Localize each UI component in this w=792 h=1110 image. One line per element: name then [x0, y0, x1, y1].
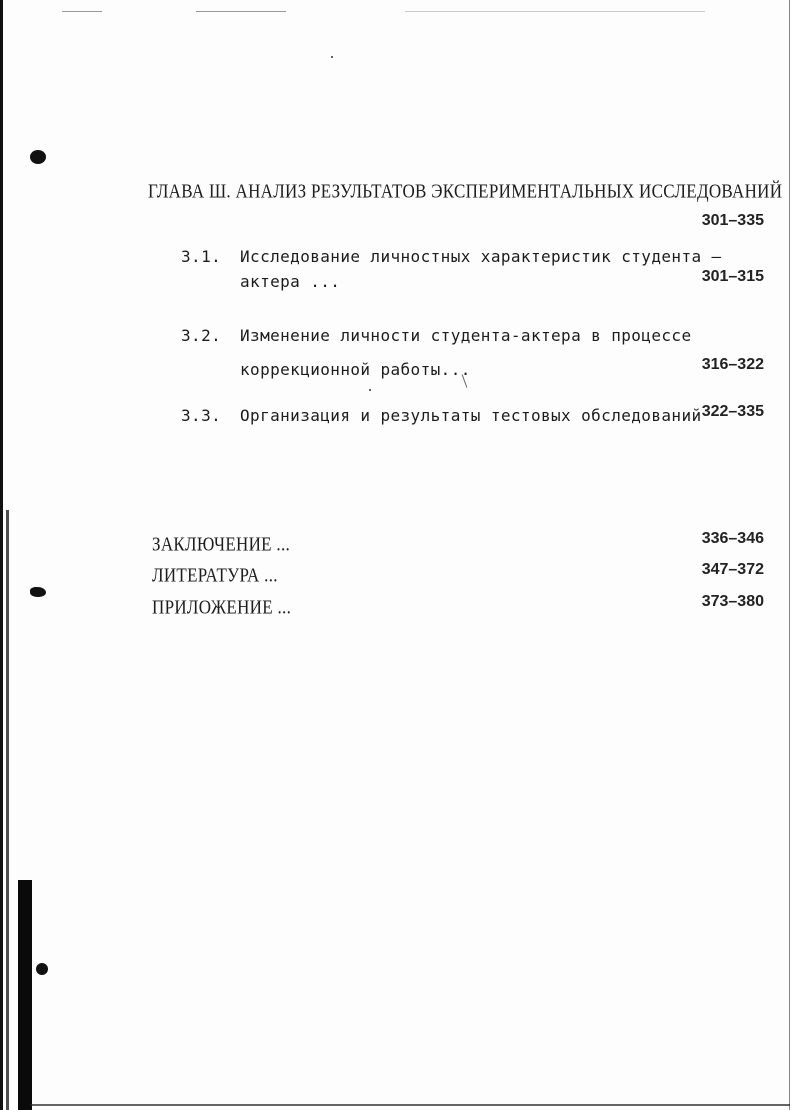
section-pages: 301–315 — [701, 268, 764, 285]
back-matter-pages: 347–372 — [701, 561, 764, 578]
scan-mark-top — [62, 11, 102, 12]
section-number: 3.2. — [181, 326, 222, 345]
scan-edge-left-dark — [18, 880, 32, 1110]
section-title-continued: актера ... — [240, 272, 341, 291]
chapter-pages: 301–335 — [701, 212, 764, 229]
back-matter-pages: 336–346 — [701, 530, 764, 547]
scan-edge-bottom — [30, 1104, 790, 1106]
section-pages: 322–335 — [701, 403, 764, 420]
section-title: Организация и результаты тестовых обследований — [240, 406, 702, 425]
ink-blot — [30, 150, 46, 164]
back-matter-pages: 373–380 — [701, 593, 764, 610]
section-title-continued: коррекционной работы... — [240, 360, 471, 379]
ink-blot — [30, 587, 46, 597]
back-matter-label: ЛИТЕРАТУРА ... — [152, 564, 278, 586]
section-title: Изменение личности студента-актера в процессе — [240, 326, 692, 345]
scan-edge-right — [789, 0, 790, 1110]
scan-edge-left-shadow — [6, 510, 9, 1110]
section-title: Исследование личностных характеристик студента – — [240, 247, 722, 266]
back-matter-label: ПРИЛОЖЕНИЕ ... — [152, 596, 292, 618]
scan-speck — [369, 389, 371, 391]
back-matter-label: ЗАКЛЮЧЕНИЕ ... — [152, 533, 291, 555]
ink-blot — [36, 963, 48, 975]
section-pages: 316–322 — [701, 356, 764, 373]
scan-mark-top — [196, 11, 286, 12]
scan-mark-top — [405, 11, 705, 12]
scan-edge-left — [0, 0, 3, 1110]
section-number: 3.3. — [181, 406, 222, 425]
chapter-heading: ГЛАВА Ш. АНАЛИЗ РЕЗУЛЬТАТОВ ЭКСПЕРИМЕНТАЛЬНЫХ ИССЛЕДОВАНИЙ — [148, 180, 783, 202]
scan-speck — [331, 56, 333, 58]
section-number: 3.1. — [181, 247, 222, 266]
